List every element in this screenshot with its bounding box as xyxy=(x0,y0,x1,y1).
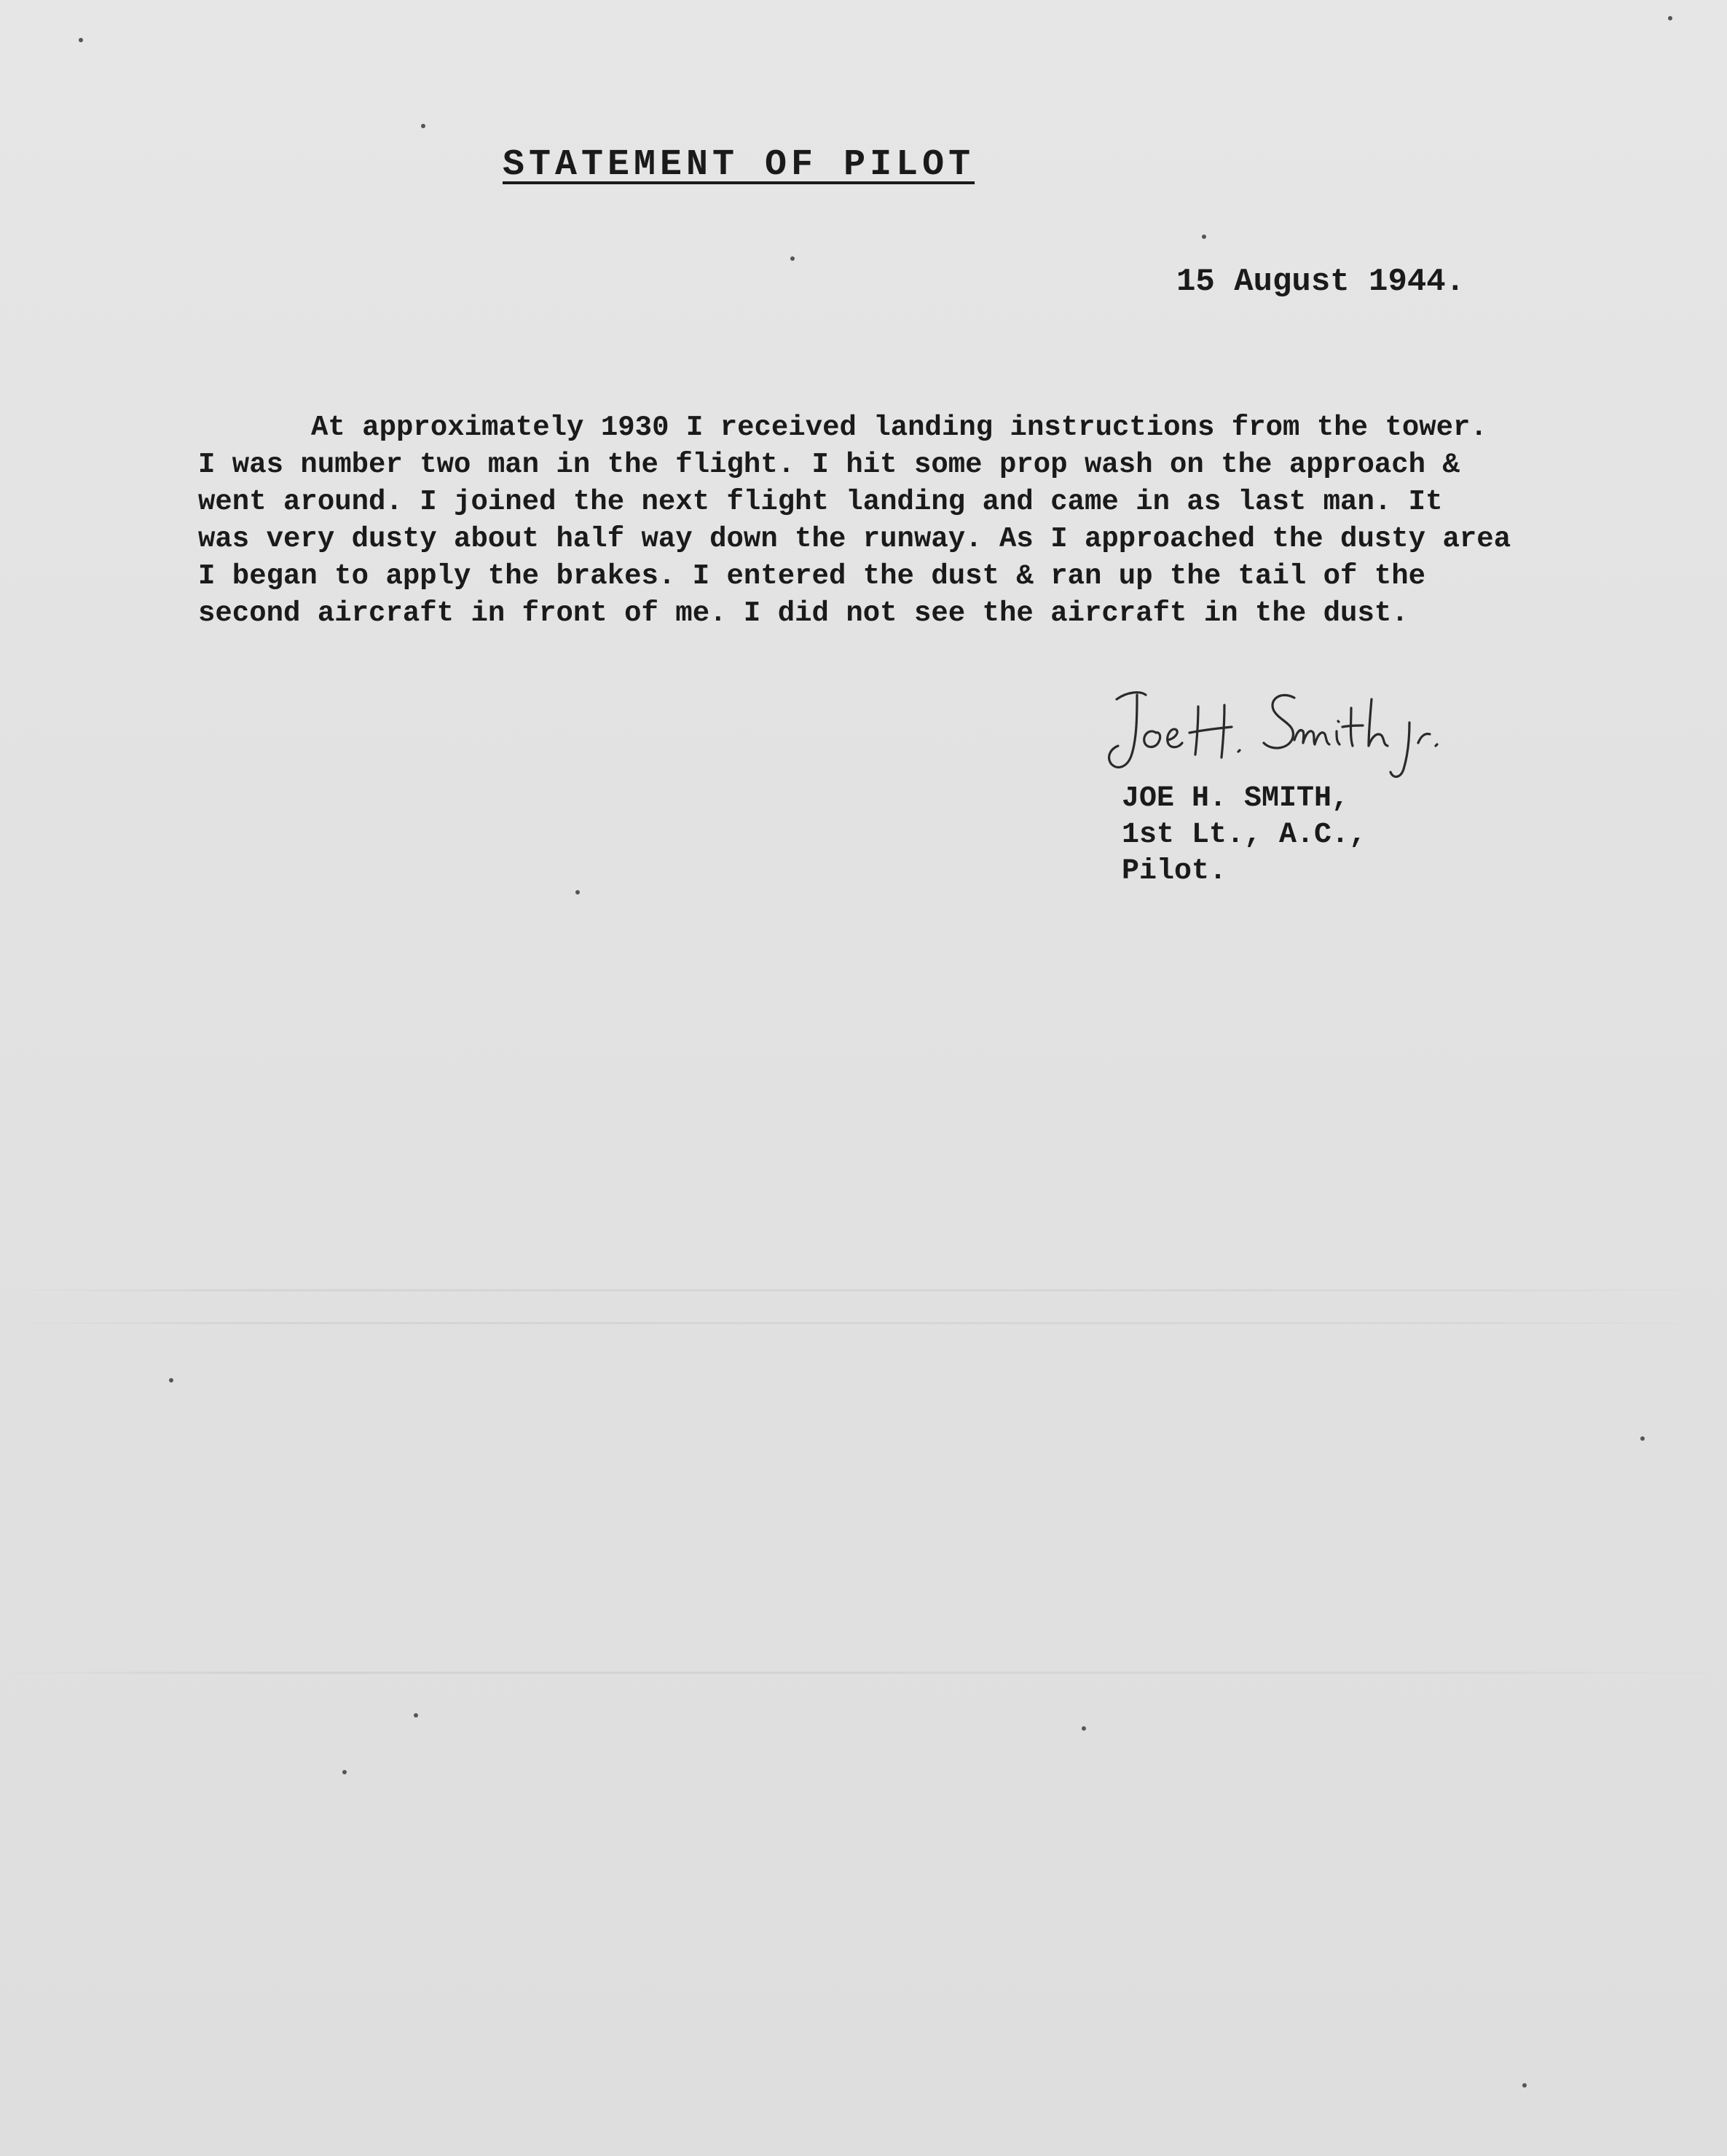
paper-speck xyxy=(79,38,83,42)
document-title: STATEMENT OF PILOT xyxy=(503,144,975,186)
paper-crease xyxy=(0,1672,1727,1674)
statement-line: I began to apply the brakes. I entered the dust & ran up the tail of the xyxy=(198,560,1426,592)
paper-speck xyxy=(790,256,795,261)
statement-line: At approximately 1930 I received landing instructions from the tower. xyxy=(311,412,1487,444)
paper-crease xyxy=(0,1322,1727,1324)
paper-speck xyxy=(575,890,580,894)
paper-speck xyxy=(421,124,425,128)
paper-speck xyxy=(1202,235,1206,239)
statement-line: went around. I joined the next flight landing and came in as last man. It xyxy=(198,486,1443,518)
signer-rank: 1st Lt., A.C., xyxy=(1122,819,1367,851)
paper-speck xyxy=(342,1770,347,1774)
document-date: 15 August 1944. xyxy=(1176,264,1466,300)
statement-body xyxy=(198,409,1626,632)
paper-speck xyxy=(1640,1436,1645,1441)
paper-speck xyxy=(414,1713,418,1718)
paper-speck xyxy=(169,1378,173,1382)
handwritten-signature xyxy=(1089,670,1497,794)
paper-speck xyxy=(1082,1726,1086,1731)
statement-line: I was number two man in the flight. I hit some prop wash on the approach & xyxy=(198,449,1460,481)
paper-speck xyxy=(1668,16,1672,20)
signer-name: JOE H. SMITH, xyxy=(1122,782,1350,815)
signer-role: Pilot. xyxy=(1122,855,1227,888)
paper-crease xyxy=(0,1289,1727,1291)
paper-speck xyxy=(1522,2083,1527,2088)
statement-line: was very dusty about half way down the runway. As I approached the dusty area xyxy=(198,523,1511,555)
signature-block xyxy=(1122,781,1366,890)
statement-line: second aircraft in front of me. I did not see the aircraft in the dust. xyxy=(198,597,1409,629)
